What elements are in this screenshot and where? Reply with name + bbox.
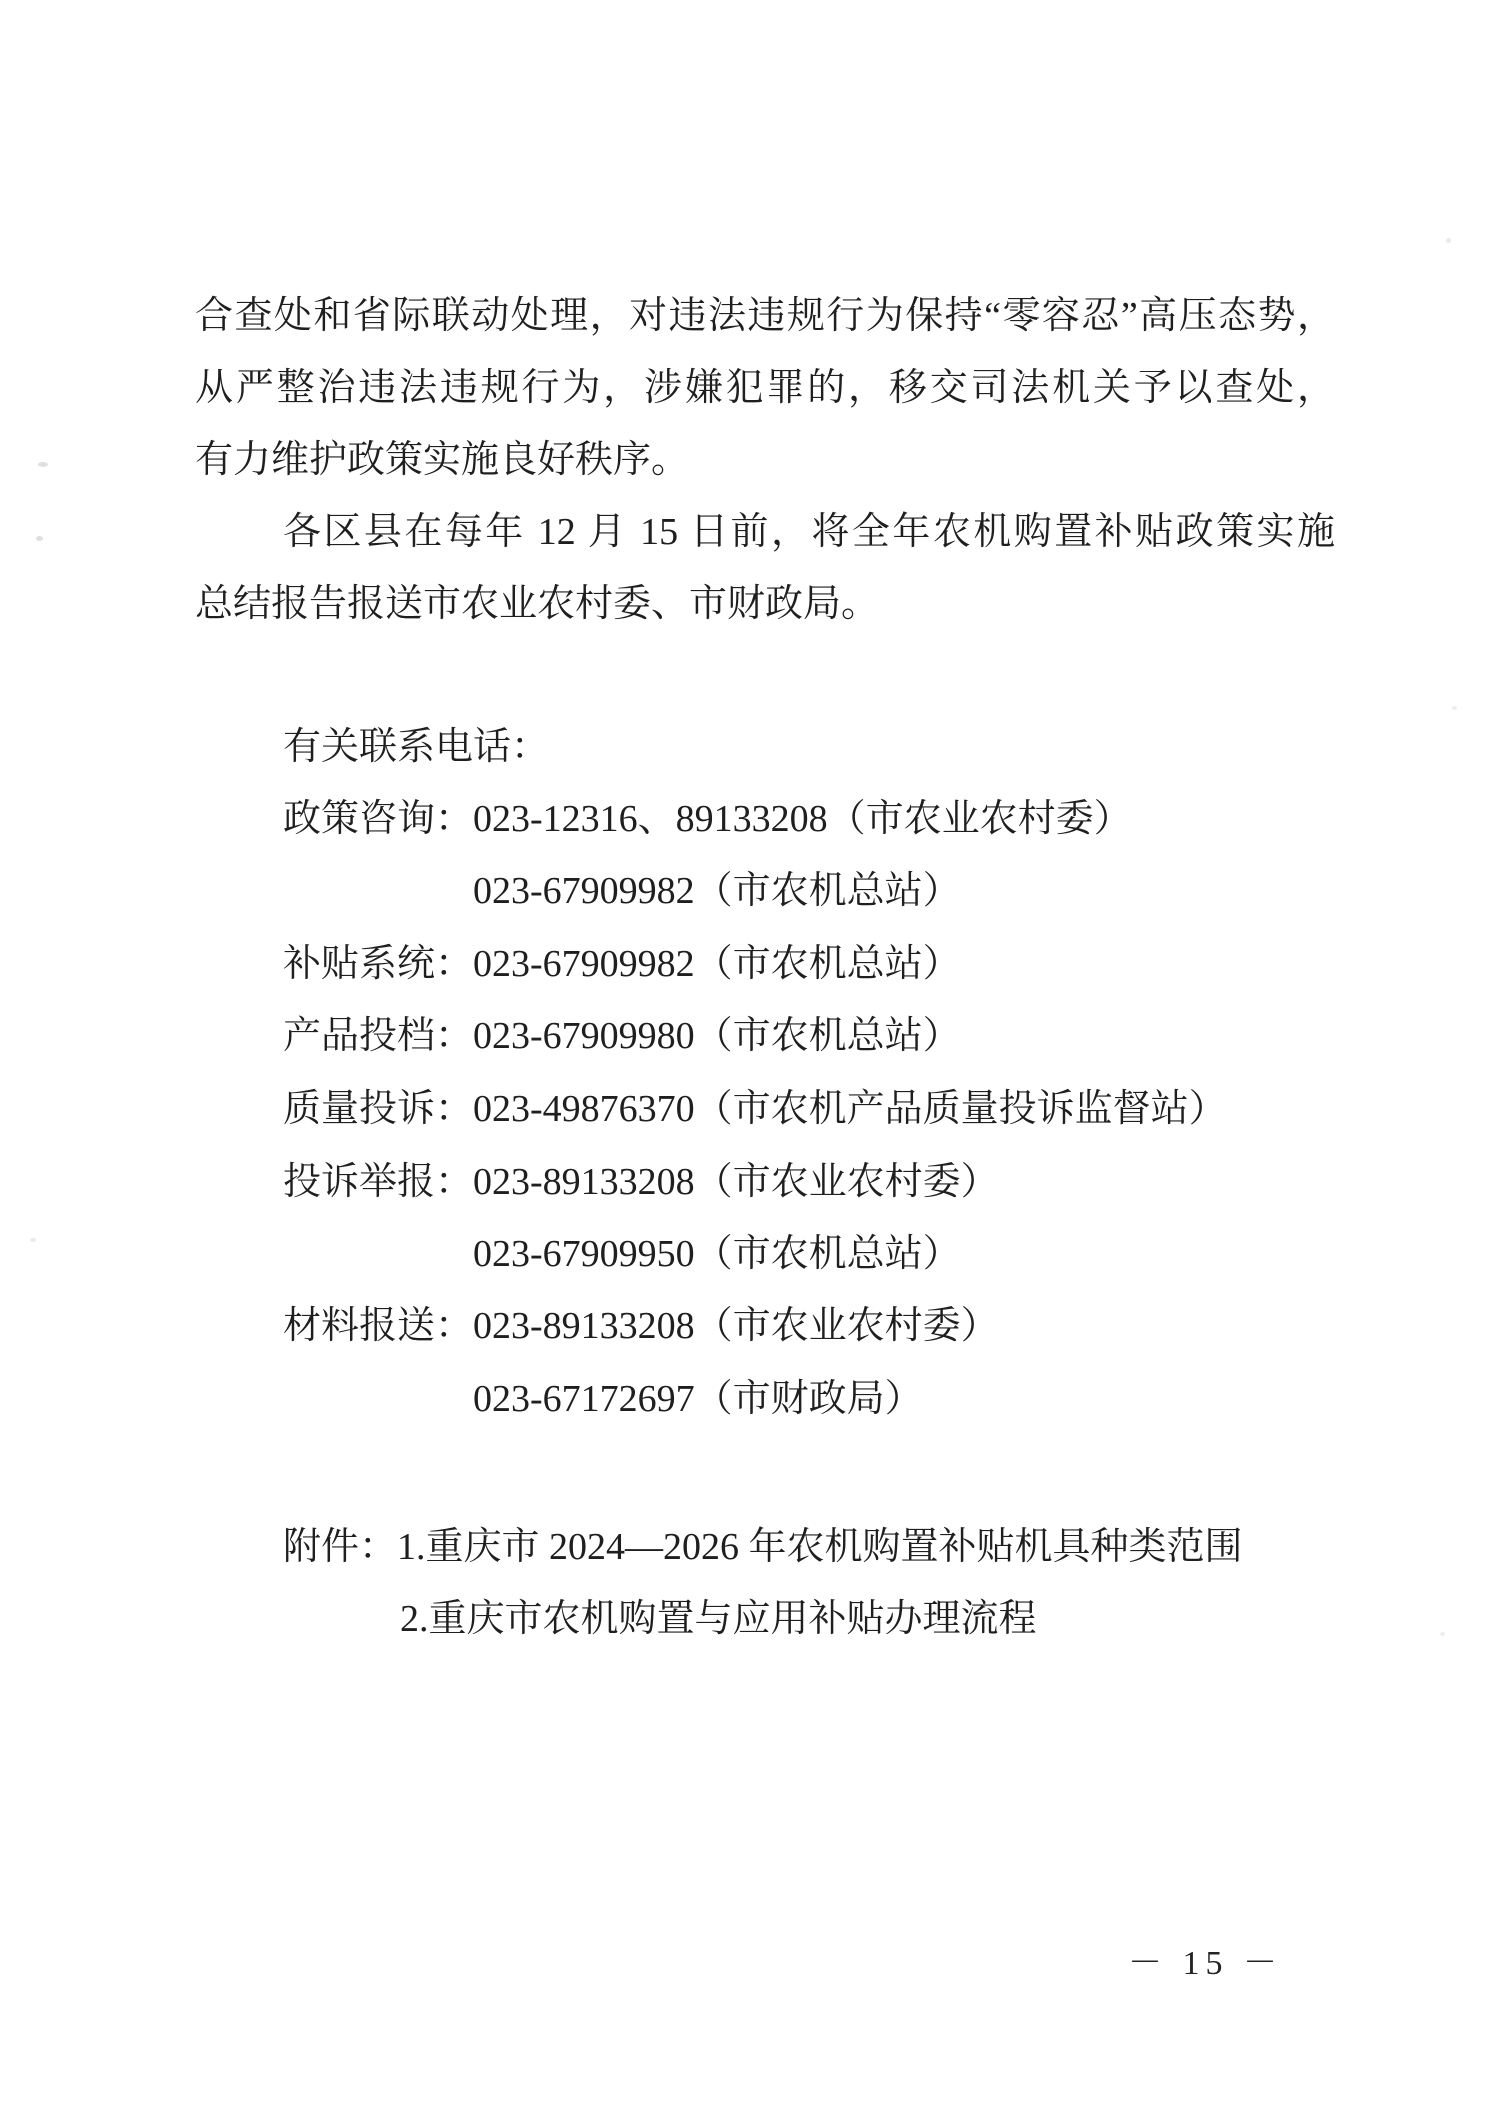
contact-label: 政策咨询： (283, 798, 474, 840)
contact-row (283, 940, 961, 988)
contact-value: 023-49876370（市农机产品质量投诉监督站） (473, 1088, 1227, 1130)
contact-value: 023-89133208（市农业农村委） (473, 1305, 999, 1347)
contact-row (473, 1375, 923, 1423)
contact-row (473, 867, 961, 915)
contact-label: 质量投诉： (283, 1088, 474, 1130)
body-paragraph-line: 有力维护政策实施良好秩序。 (195, 439, 690, 481)
contacts-heading: 有关联系电话： (283, 726, 550, 768)
body-paragraph-line: 总结报告报送市农业农村委、市财政局。 (195, 583, 880, 625)
contact-row (283, 1158, 999, 1206)
contact-label: 补贴系统： (283, 943, 474, 985)
contact-value: 023-67909982（市农机总站） (473, 943, 961, 985)
body-paragraph-line: 合查处和省际联动处理，对违法违规行为保持“零容忍”高压态势， (195, 295, 1335, 337)
contact-value: 023-89133208（市农业农村委） (473, 1161, 999, 1203)
page-number: － 15 － (1128, 1945, 1283, 1982)
contact-value: 023-67172697（市财政局） (473, 1378, 923, 1420)
contact-label: 材料报送： (283, 1305, 474, 1347)
contact-row (283, 1085, 1227, 1133)
contact-row (283, 795, 1132, 843)
contact-value: 023-67909982（市农机总站） (473, 870, 961, 912)
contact-value: 023-67909950（市农机总站） (473, 1233, 961, 1275)
contact-label: 投诉举报： (283, 1161, 474, 1203)
contact-value: 023-12316、89133208（市农业农村委） (473, 798, 1132, 840)
scan-speckle (1446, 238, 1451, 243)
scan-speckle (38, 462, 48, 467)
attachment-item: 2.重庆市农机购置与应用补贴办理流程 (400, 1598, 1037, 1640)
body-paragraph-line: 各区县在每年 12 月 15 日前，将全年农机购置补贴政策实施 (283, 511, 1335, 553)
contact-row (283, 1012, 961, 1060)
attachments-label: 附件： (283, 1526, 398, 1568)
contact-row (473, 1230, 961, 1278)
scan-speckle (30, 1238, 36, 1242)
attachment-item: 1.重庆市 2024—2026 年农机购置补贴机具种类范围 (397, 1526, 1243, 1568)
attachments-line (283, 1523, 1243, 1571)
scan-speckle (36, 536, 43, 541)
scan-speckle (1452, 706, 1457, 710)
contact-row (283, 1302, 999, 1350)
scan-speckle (1440, 1632, 1445, 1636)
contact-label: 产品投档： (283, 1015, 474, 1057)
body-paragraph-line: 从严整治违法违规行为，涉嫌犯罪的，移交司法机关予以查处， (195, 367, 1335, 409)
contact-value: 023-67909980（市农机总站） (473, 1015, 961, 1057)
